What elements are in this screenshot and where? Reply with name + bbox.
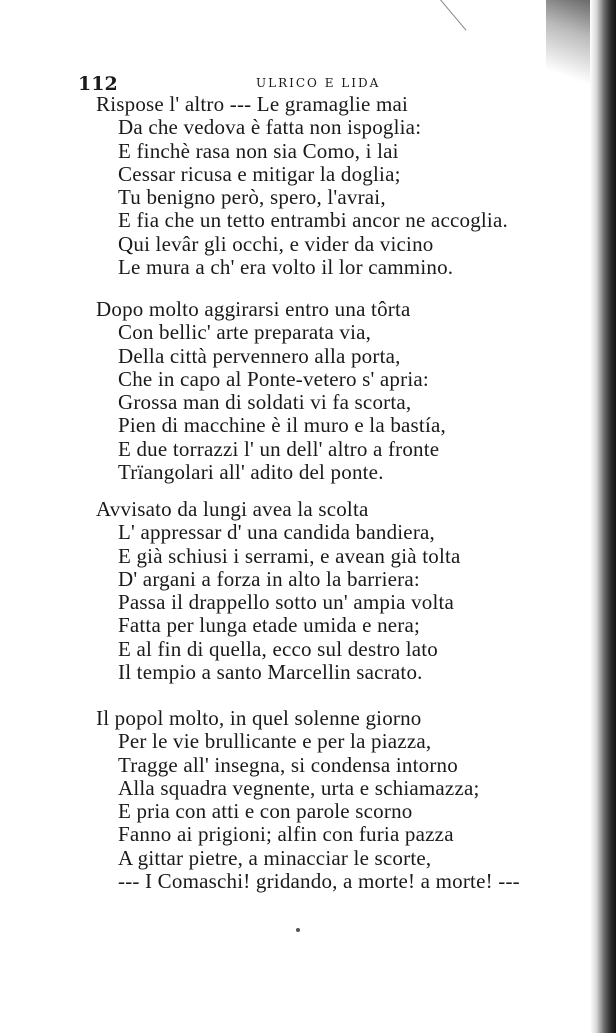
verse-line: Fatta per lunga etade umida e nera; [118, 613, 421, 638]
verse-line: Il tempio a santo Marcellin sacrato. [118, 660, 423, 685]
page-crease [440, 0, 466, 31]
verse-line: Qui levâr gli occhi, e vider da vicino [118, 231, 434, 256]
verse-line: Trïangolari all' adito del ponte. [118, 460, 384, 485]
verse-line: E al fin di quella, ecco sul destro lato [118, 636, 438, 661]
verse-line: Tragge all' insegna, si condensa intorno [118, 752, 458, 777]
verse-line: Da che vedova è fatta non ispoglia: [118, 115, 422, 140]
verse-line: Alla squadra vegnente, urta e schiamazza; [118, 775, 480, 800]
verse-line: Il popol molto, in quel solenne giorno [96, 706, 422, 730]
stanza [96, 498, 596, 684]
verse-line: Rispose l' altro --- Le gramaglie mai [96, 92, 409, 116]
verse-line: E pria con atti e con parole scorno [118, 799, 413, 824]
verse-line: A gittar pietre, a minacciar le scorte, [118, 845, 432, 870]
verse-line: Passa il drappello sotto un' ampia volta [118, 590, 455, 615]
stanza [96, 93, 596, 279]
verse-line: Della città pervennero alla porta, [118, 343, 401, 368]
verse-line: E fia che un tetto entrambi ancor ne accoglia. [118, 208, 508, 233]
page-number: 112 [78, 73, 118, 95]
verse-line: D' argani a forza in alto la barriera: [118, 566, 420, 591]
stanza [96, 298, 596, 484]
ink-speck [296, 928, 300, 932]
stanza [96, 707, 596, 893]
verse-line: L' appressar d' una candida bandiera, [118, 520, 435, 545]
verse-line: Con bellic' arte preparata via, [118, 320, 372, 345]
verse-line: E due torrazzi l' un dell' altro a fronte [118, 436, 440, 461]
verse-line: --- I Comaschi! gridando, a morte! a morte! --- [118, 869, 520, 894]
verse-line: Che in capo al Ponte-vetero s' apria: [118, 366, 429, 391]
verse-line: E finchè rasa non sia Como, i lai [118, 138, 399, 163]
verse-line: Le mura a ch' era volto il lor cammino. [118, 255, 454, 280]
verse-line: Per le vie brullicante e per la piazza, [118, 729, 432, 754]
verse-line: Fanno ai prigioni; alfin con furia pazza [118, 822, 454, 847]
verse-line: Cessar ricusa e mitigar la doglia; [118, 161, 401, 186]
verse-line: Pien di macchine è il muro e la bastía, [118, 413, 446, 438]
verse-line: E già schiusi i serrami, e avean già tolta [118, 543, 461, 568]
running-title: ULRICO E LIDA [256, 76, 381, 90]
verse-line: Grossa man di soldati vi fa scorta, [118, 390, 412, 415]
verse-line: Avvisato da lungi avea la scolta [96, 497, 369, 521]
verse-line: Tu benigno però, spero, l'avrai, [118, 185, 386, 210]
verse-line: Dopo molto aggirarsi entro una tôrta [96, 297, 411, 321]
